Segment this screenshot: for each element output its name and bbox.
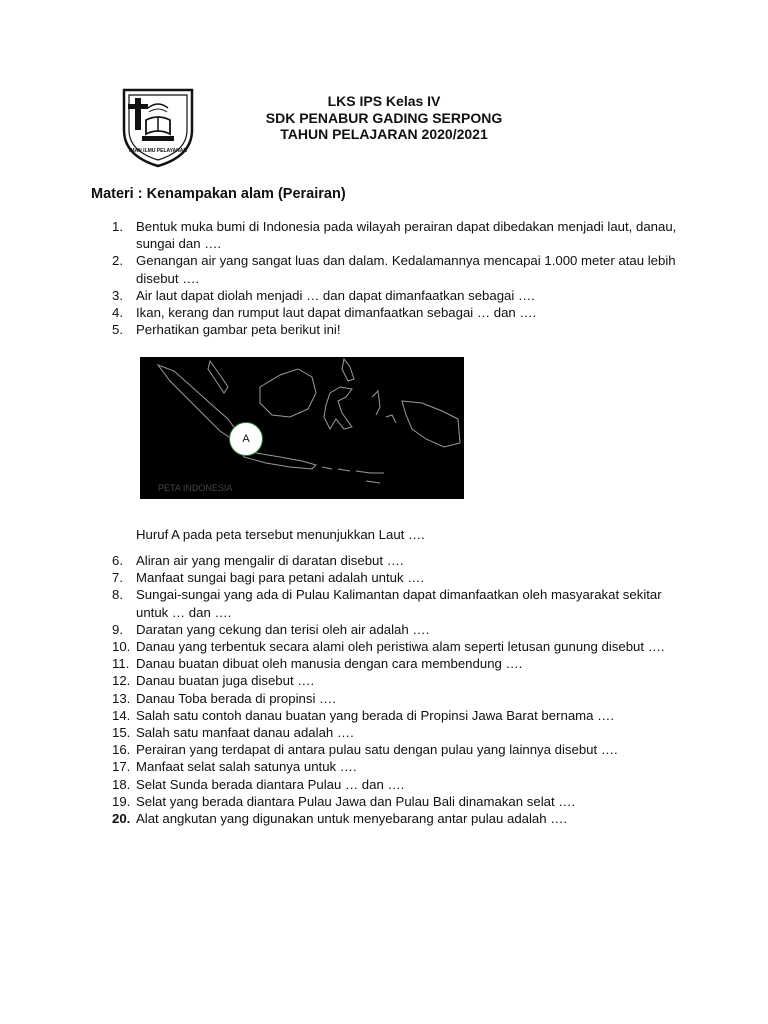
question-text: Perairan yang terdapat di antara pulau satu dengan pulau yang lainnya disebut …. (136, 742, 618, 758)
question-item (112, 655, 682, 672)
map-question: Huruf A pada peta tersebut menunjukkan Laut …. (136, 527, 425, 542)
map-caption: PETA INDONESIA (158, 483, 233, 493)
question-item (112, 304, 682, 321)
question-number: 5. (112, 322, 123, 338)
question-text: Danau buatan dibuat oleh manusia dengan cara membendung …. (136, 656, 523, 672)
question-text: Daratan yang cekung dan terisi oleh air adalah …. (136, 621, 430, 637)
question-text: Danau yang terbentuk secara alami oleh peristiwa alam seperti letusan gunung disebut …. (136, 639, 665, 655)
materi-title: Materi : Kenampakan alam (Perairan) (91, 186, 346, 202)
question-item (112, 776, 682, 793)
question-item (112, 690, 682, 707)
question-number: 7. (112, 570, 123, 586)
question-text: Bentuk muka bumi di Indonesia pada wilayah perairan dapat dibedakan menjadi laut, danau, sungai dan …. (136, 219, 677, 252)
question-text: Selat Sunda berada diantara Pulau … dan …. (136, 776, 405, 792)
map-marker (229, 422, 263, 456)
document-header (200, 93, 568, 143)
question-item (112, 793, 682, 810)
question-number: 14. (112, 707, 131, 723)
question-text: Alat angkutan yang digunakan untuk menyebarang antar pulau adalah …. (136, 811, 568, 827)
question-number: 8. (112, 587, 123, 603)
indonesia-map-image (140, 357, 464, 499)
question-number: 20. (112, 811, 131, 827)
question-item (112, 321, 682, 338)
question-number: 2. (112, 253, 123, 269)
question-text: Manfaat selat salah satunya untuk …. (136, 759, 357, 775)
question-text: Sungai-sungai yang ada di Pulau Kalimantan dapat dimanfaatkan oleh masyarakat sekitar untuk … dan …. (136, 587, 662, 620)
question-item (112, 672, 682, 689)
question-item (112, 621, 682, 638)
header-line-3: TAHUN PELAJARAN 2020/2021 (280, 126, 488, 142)
question-number: 16. (112, 742, 131, 758)
question-text: Danau Toba berada di propinsi …. (136, 690, 336, 706)
question-number: 13. (112, 690, 131, 706)
question-text: Selat yang berada diantara Pulau Jawa dan Pulau Bali dinamakan selat …. (136, 793, 576, 809)
header-line-1: LKS IPS Kelas IV (327, 93, 441, 109)
question-item (112, 758, 682, 775)
question-text: Genangan air yang sangat luas dan dalam. Kedalamannya mencapai 1.000 meter atau lebih disebut …. (136, 253, 676, 286)
question-list-a (112, 218, 682, 338)
question-item (112, 287, 682, 304)
question-item (112, 218, 682, 252)
question-text: Air laut dapat diolah menjadi … dan dapat dimanfaatkan sebagai …. (136, 287, 535, 303)
map-marker-label: A (242, 433, 250, 445)
question-item (112, 810, 682, 827)
question-number: 1. (112, 219, 123, 234)
question-list-b (112, 552, 682, 827)
question-text: Salah satu contoh danau buatan yang berada di Propinsi Jawa Barat bernama …. (136, 707, 614, 723)
question-item (112, 724, 682, 741)
question-item (112, 252, 682, 286)
question-text: Manfaat sungai bagi para petani adalah untuk …. (136, 570, 425, 586)
question-number: 3. (112, 287, 123, 303)
question-number: 11. (112, 656, 130, 672)
question-text: Ikan, kerang dan rumput laut dapat dimanfaatkan sebagai … dan …. (136, 305, 537, 321)
question-number: 19. (112, 793, 131, 809)
question-text: Perhatikan gambar peta berikut ini! (136, 322, 341, 338)
question-number: 18. (112, 776, 131, 792)
question-number: 12. (112, 673, 131, 689)
question-item (112, 586, 682, 620)
question-text: Aliran air yang mengalir di daratan disebut …. (136, 553, 404, 568)
question-number: 17. (112, 759, 131, 775)
svg-text:IMAN ILMU PELAYANAN: IMAN ILMU PELAYANAN (129, 148, 187, 154)
school-crest-icon (118, 86, 198, 168)
question-item (112, 552, 682, 569)
question-number: 4. (112, 305, 123, 321)
question-number: 10. (112, 639, 131, 655)
header-line-2: SDK PENABUR GADING SERPONG (265, 109, 503, 126)
question-text: Danau buatan juga disebut …. (136, 673, 315, 689)
question-number: 6. (112, 553, 123, 568)
question-text: Salah satu manfaat danau adalah …. (136, 725, 354, 741)
question-item (112, 638, 682, 655)
question-number: 15. (112, 725, 131, 741)
question-item (112, 741, 682, 758)
question-number: 9. (112, 621, 123, 637)
question-item (112, 707, 682, 724)
question-item (112, 569, 682, 586)
